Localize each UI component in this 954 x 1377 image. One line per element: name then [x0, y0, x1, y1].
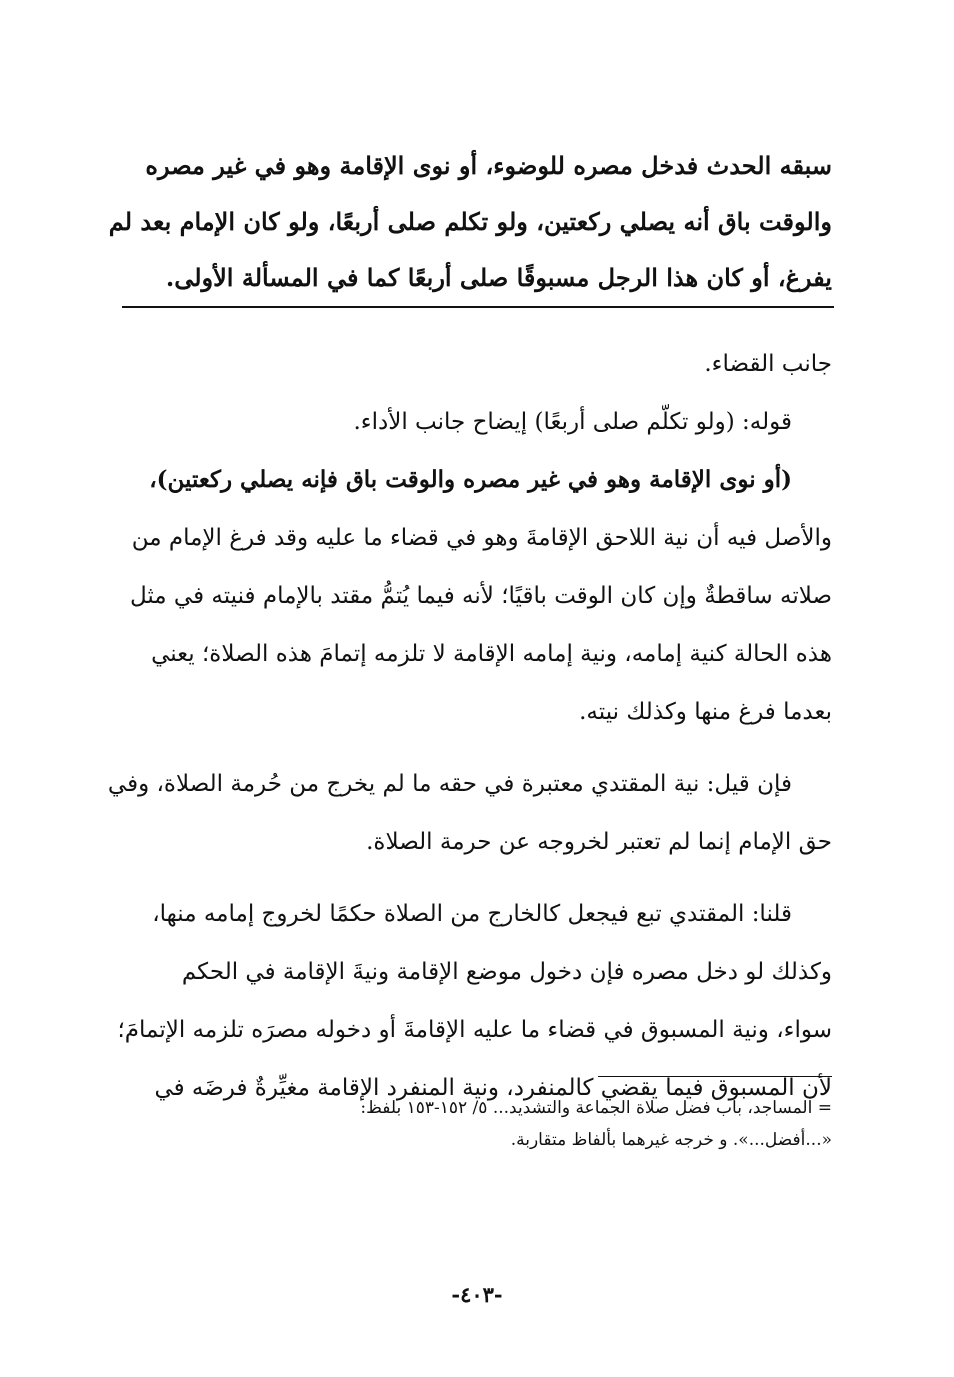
commentary-line: جانب القضاء.: [704, 351, 832, 377]
commentary-line: فإن قيل: نية المقتدي معتبرة في حقه ما لم يخرج من حُرمة الصلاة، وفي: [107, 771, 792, 797]
paragraph-gap: [120, 741, 832, 755]
commentary-line: والأصل فيه أن نية اللاحق الإقامةَ وهو في قضاء ما عليه وقد فرغ الإمام من: [131, 525, 832, 551]
qawluhu-prefix: قوله:: [734, 409, 792, 435]
commentary-line: [120, 393, 792, 451]
quoted-matn: (ولو تكلّم صلى أربعًا): [534, 409, 735, 435]
commentary-paragraph: [120, 393, 832, 451]
commentary-line: بعدما فرغ منها وكذلك نيته.: [579, 699, 832, 725]
section-divider: [122, 306, 834, 308]
commentary-line: حق الإمام إنما لم تعتبر لخروجه عن حرمة الصلاة.: [366, 829, 832, 855]
commentary-line: قلنا: المقتدي تبع فيجعل كالخارج من الصلاة حكمًا لخروج إمامه منها،: [152, 901, 792, 927]
footnote-line: «...أفضل...». و خرجه غيرهما بألفاظ متقاربة.: [510, 1130, 832, 1150]
main-text-line: سبقه الحدث فدخل مصره للوضوء، أو نوى الإقامة وهو في غير مصره: [145, 151, 832, 180]
commentary-line: صلاته ساقطةٌ وإن كان الوقت باقيًا؛ لأنه فيما يُتمُّ مقتد بالإمام فنيته في مثل: [129, 583, 832, 609]
commentary-line: سواء، ونية المسبوق في قضاء ما عليه الإقامةَ أو دخوله مصرَه تلزمه الإتمامَ؛: [117, 1017, 832, 1043]
commentary-paragraph: [120, 451, 832, 509]
commentary-line: لأن المسبوق فيما يقضي كالمنفرد، ونية المنفرد الإقامة مغيِّرةٌ فرضَه في: [154, 1075, 832, 1101]
page-number: -٤٠٣-: [451, 1282, 503, 1307]
commentary-line: هذه الحالة كنية إمامه، ونية إمامه الإقامة لا تلزمه إتمامَ هذه الصلاة؛ يعني: [151, 641, 832, 667]
commentary-paragraph: [120, 885, 832, 943]
commentary-paragraph: [120, 335, 832, 393]
main-text-line: والوقت باق أنه يصلي ركعتين، ولو تكلم صلى أربعًا، ولو كان الإمام بعد لم: [108, 207, 832, 236]
commentary-paragraph: [117, 943, 832, 1117]
footnote-block: [120, 1092, 832, 1156]
main-text-line: يفرغ، أو كان هذا الرجل مسبوقًا صلى أربعًا كما في المسألة الأولى.: [165, 263, 832, 292]
paragraph-gap: [120, 871, 832, 885]
commentary-paragraph: [107, 755, 832, 813]
commentary-paragraph: [120, 813, 832, 871]
footnote-line: = المساجد، باب فضل صلاة الجماعة والتشديد... ٥/ ١٥٢-١٥٣ بلفظ:: [360, 1098, 832, 1118]
quoted-matn: (أو نوى الإقامة وهو في غير مصره والوقت باق فإنه يصلي ركعتين)،: [149, 466, 792, 493]
commentary-paragraph: [120, 509, 832, 741]
footnote-divider: [598, 1076, 832, 1077]
commentary-block: [107, 335, 832, 1117]
commentary-line: وكذلك لو دخل مصره فإن دخول موضع الإقامة ونيةَ الإقامة في الحكم: [181, 959, 832, 985]
main-text-block: [108, 138, 832, 306]
commentary-text: إيضاح جانب الأداء.: [353, 409, 535, 435]
